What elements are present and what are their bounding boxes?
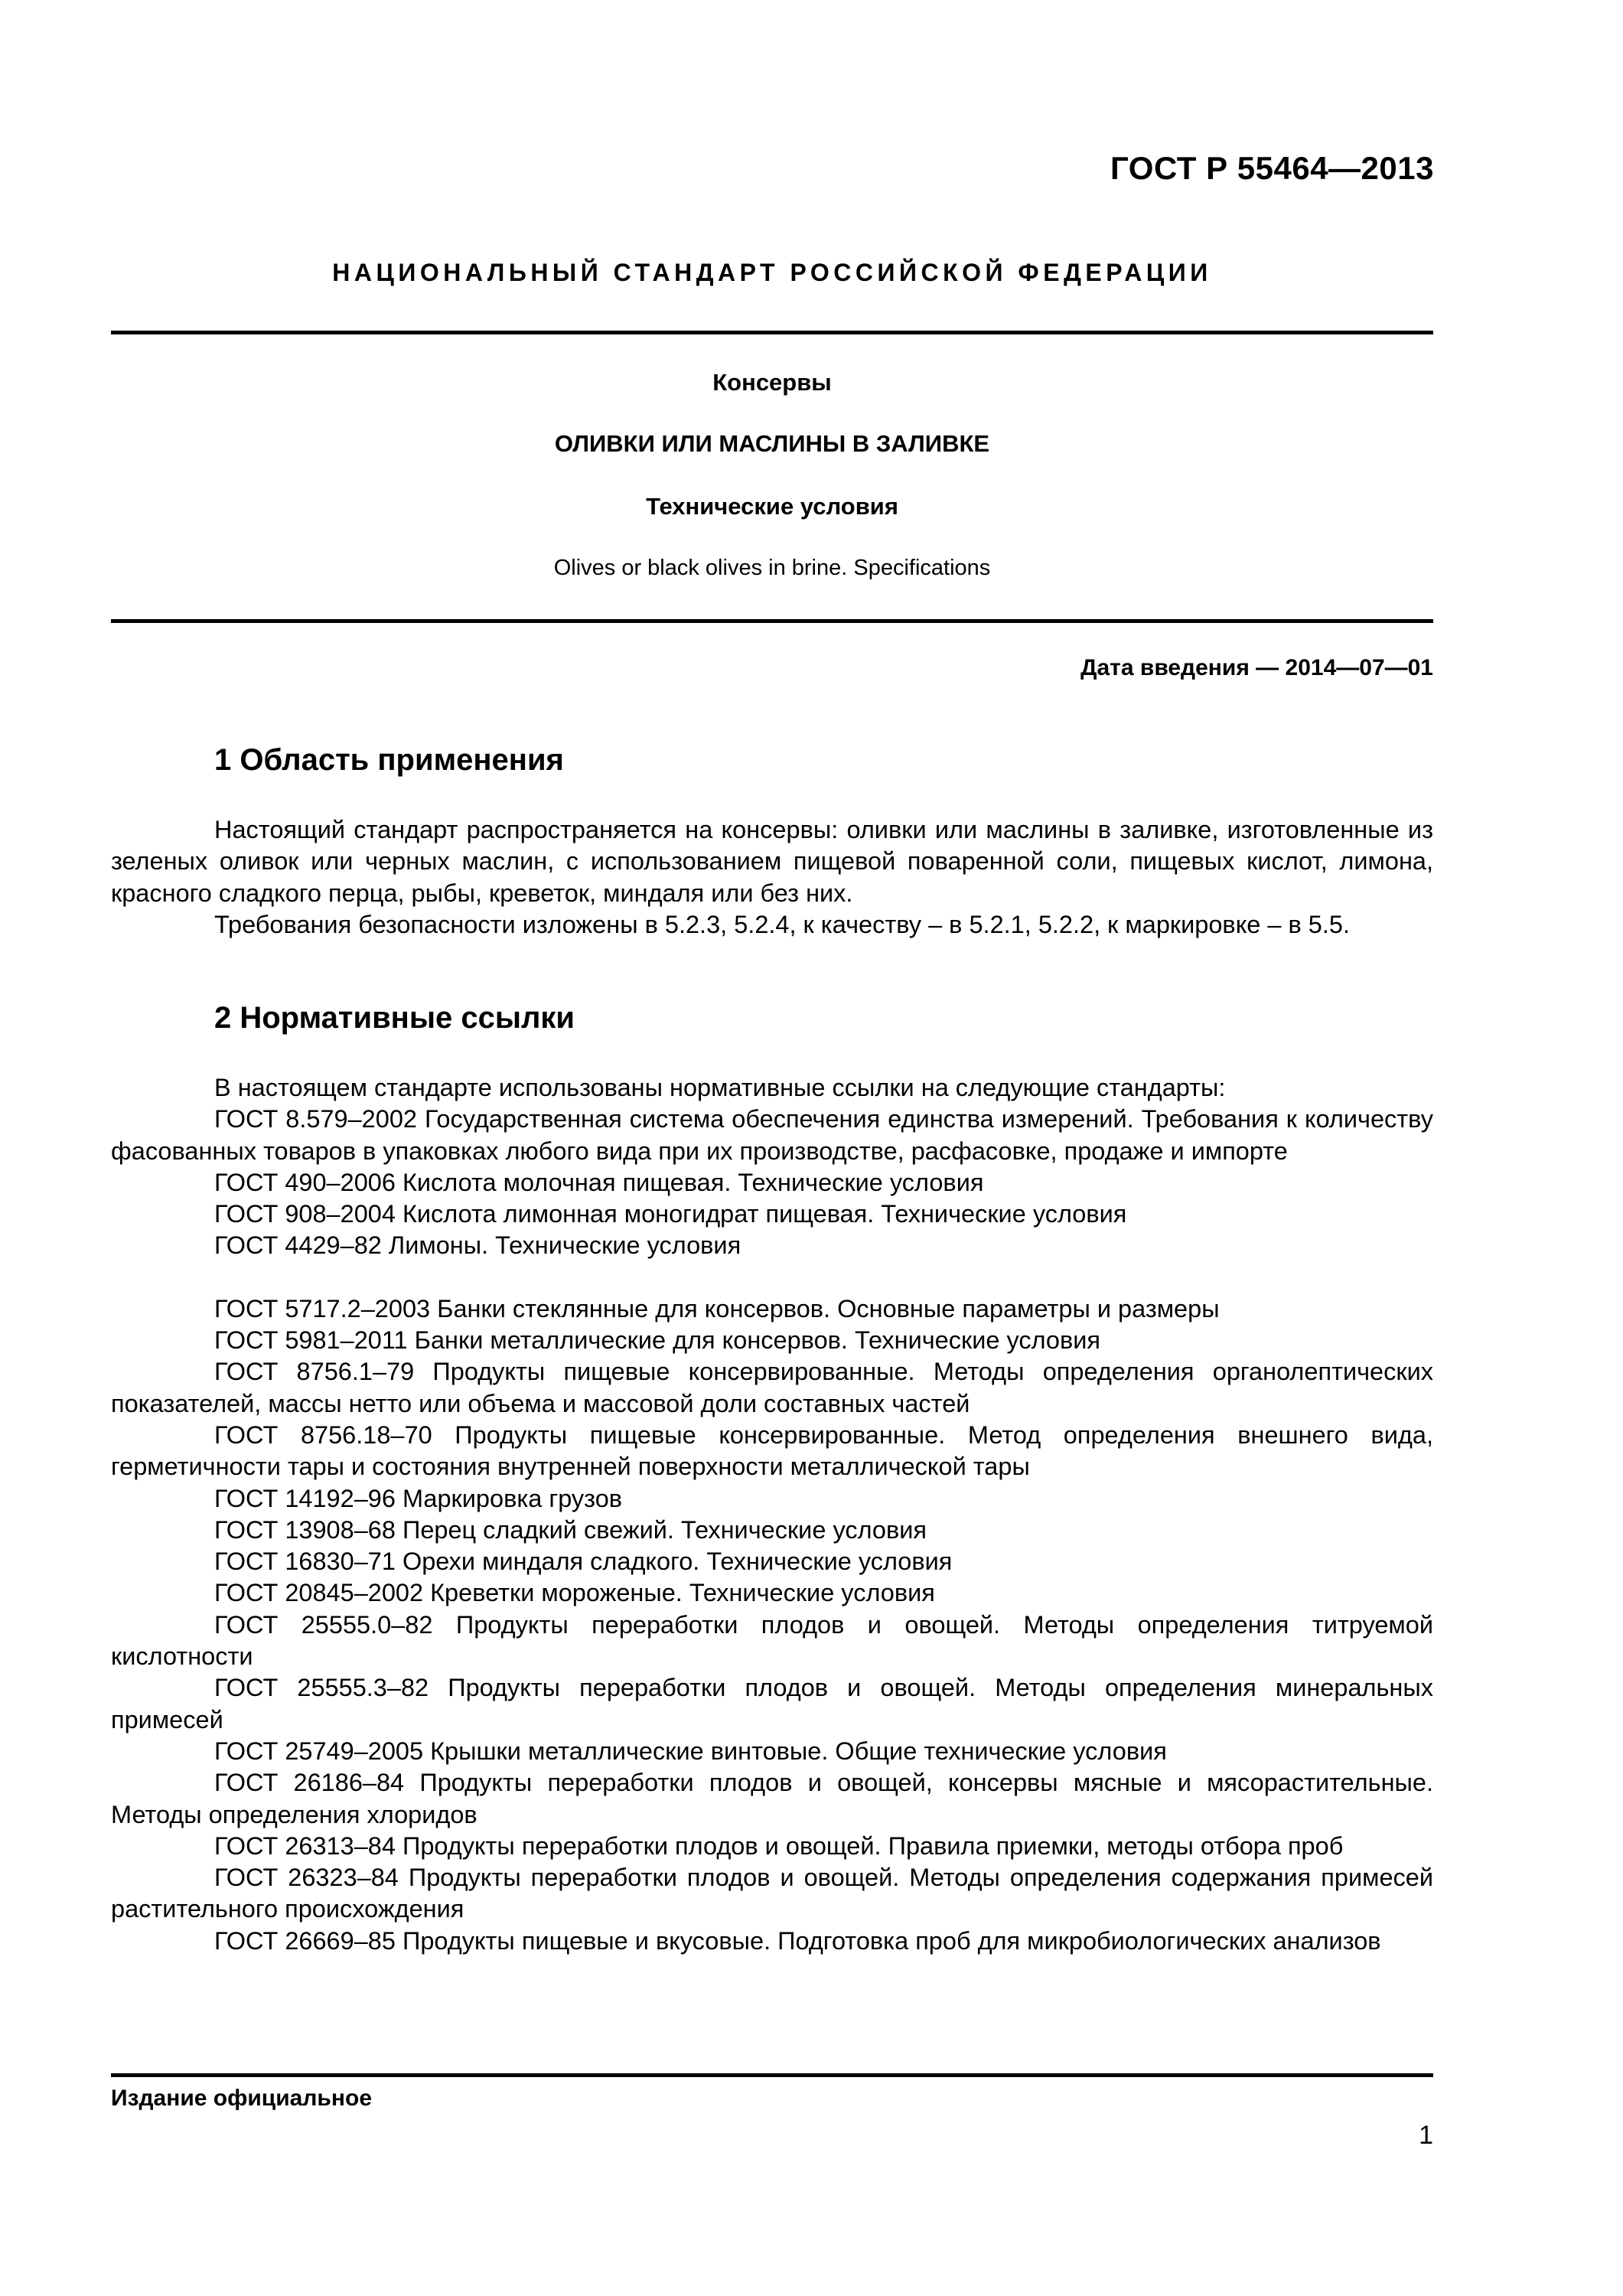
introduction-date: Дата введения — 2014—07—01 [1080,655,1433,680]
section-1-heading: 1 Область применения [214,743,564,777]
reference-item: ГОСТ 25555.0–82 Продукты переработки плодов и овощей. Методы определения титруемой кислотности [111,1610,1433,1671]
paragraph: Требования безопасности изложены в 5.2.3, 5.2.4, к качеству – в 5.2.1, 5.2.2, к маркировке – в 5.5. [214,910,1350,938]
title-bottom-rule [111,619,1433,623]
top-rule [111,331,1433,334]
reference-item: ГОСТ 26186–84 Продукты переработки плодов и овощей, консервы мясные и мясорастительные. Методы определения хлоридов [111,1769,1433,1828]
national-standard-heading: НАЦИОНАЛЬНЫЙ СТАНДАРТ РОССИЙСКОЙ ФЕДЕРАЦИИ [332,259,1212,286]
reference-item: ГОСТ 26323–84 Продукты переработки плодов и овощей. Методы определения содержания примесей растительного происхождения [111,1864,1433,1923]
section-1-body [111,814,1433,941]
reference-item: ГОСТ 13908–68 Перец сладкий свежий. Технические условия [214,1515,927,1544]
footer-rule [111,2073,1433,2077]
category-title: Консервы [712,369,832,396]
section-2-heading: 2 Нормативные ссылки [214,1001,575,1035]
document-number: ГОСТ Р 55464—2013 [1110,150,1434,186]
blank-line [111,1262,1433,1293]
reference-item: ГОСТ 5981–2011 Банки металлические для консервов. Технические условия [214,1326,1101,1355]
reference-item: ГОСТ 14192–96 Маркировка грузов [214,1484,623,1512]
reference-item: ГОСТ 20845–2002 Креветки мороженые. Технические условия [214,1579,935,1607]
reference-item: ГОСТ 5717.2–2003 Банки стеклянные для консервов. Основные параметры и размеры [214,1294,1220,1322]
english-title: Olives or black olives in brine. Specifications [553,556,991,580]
reference-item: ГОСТ 908–2004 Кислота лимонная моногидрат пищевая. Технические условия [214,1200,1127,1228]
document-title: ОЛИВКИ ИЛИ МАСЛИНЫ В ЗАЛИВКЕ [554,430,990,457]
references-intro: В настоящем стандарте использованы нормативные ссылки на следующие стандарты: [214,1074,1226,1101]
reference-item: ГОСТ 16830–71 Орехи миндаля сладкого. Технические условия [214,1548,953,1576]
reference-item: ГОСТ 8756.18–70 Продукты пищевые консервированные. Метод определения внешнего вида, герметичности тары и состояния внутренней поверхности металлической тары [111,1420,1433,1481]
page-number: 1 [1419,2121,1433,2150]
reference-item: ГОСТ 25749–2005 Крышки металлические винтовые. Общие технические условия [214,1737,1167,1765]
reference-item: ГОСТ 26313–84 Продукты переработки плодов и овощей. Правила приемки, методы отбора проб [214,1831,1344,1860]
official-edition-label: Издание официальное [111,2086,373,2111]
paragraph: Настоящий стандарт распространяется на консервы: оливки или маслины в заливке, изготовленные из зеленых оливок или черных маслин, с использованием пищевой поваренной соли, пищевых кислот, лимона, красного сладкого перца, рыбы, креветок, миндаля или без них. [111,816,1433,907]
reference-item: ГОСТ 4429–82 Лимоны. Технические условия [214,1231,741,1260]
section-2-body [111,1072,1433,1957]
reference-item: ГОСТ 490–2006 Кислота молочная пищевая. Технические условия [214,1168,984,1196]
reference-item: ГОСТ 26669–85 Продукты пищевые и вкусовые. Подготовка проб для микробиологических анализов [214,1926,1381,1955]
document-subtitle: Технические условия [646,493,898,520]
reference-item: ГОСТ 8756.1–79 Продукты пищевые консервированные. Методы определения органолептических показателей, массы нетто или объема и массовой доли составных частей [111,1358,1433,1417]
reference-item: ГОСТ 8.579–2002 Государственная система обеспечения единства измерений. Требования к количеству фасованных товаров в упаковках любого вида при их производстве, расфасовке, продаже и импорте [111,1105,1433,1165]
reference-item: ГОСТ 25555.3–82 Продукты переработки плодов и овощей. Методы определения минеральных примесей [111,1674,1433,1733]
